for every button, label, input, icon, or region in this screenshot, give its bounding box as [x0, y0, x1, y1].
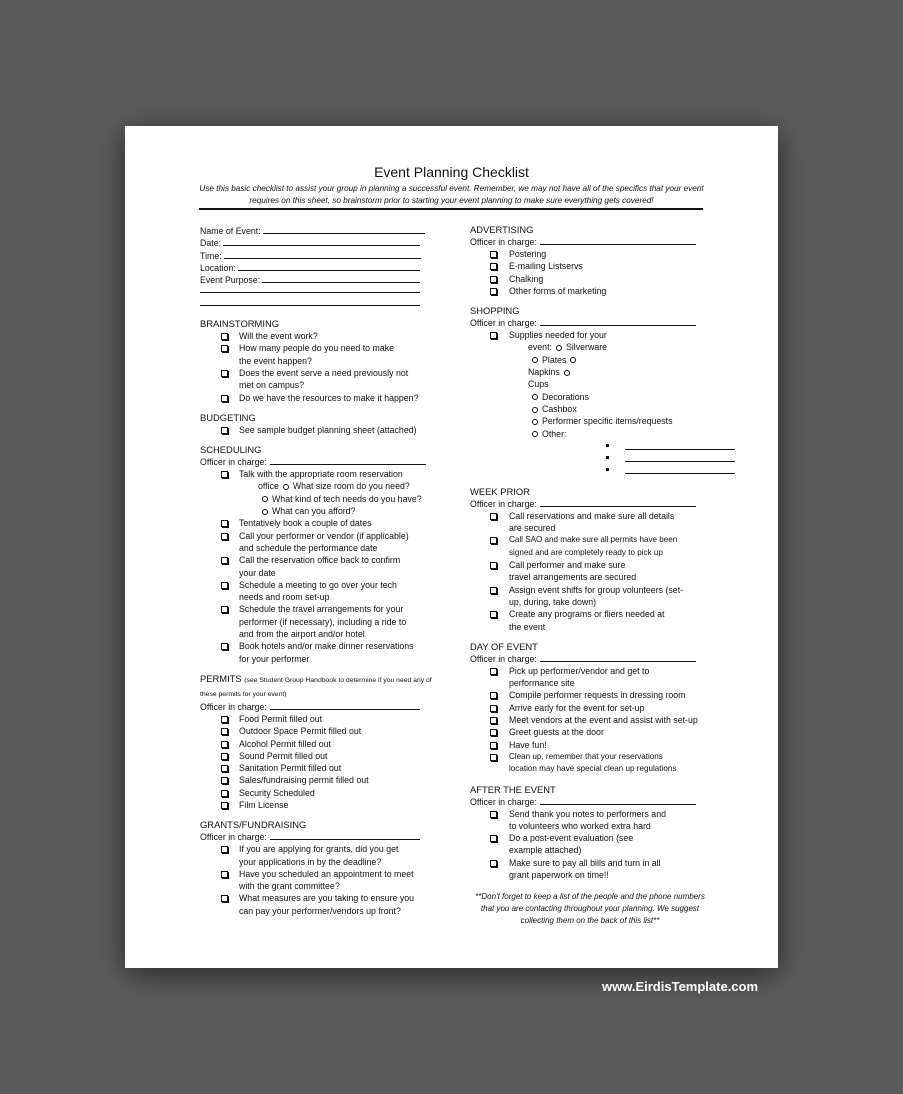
checkbox[interactable]	[490, 860, 497, 867]
fill-line	[223, 236, 420, 246]
officer-label: Officer in charge:	[200, 457, 267, 468]
other-fill-line	[509, 464, 710, 476]
checkbox[interactable]	[221, 741, 228, 748]
sub-option	[509, 415, 710, 427]
checklist-item	[200, 517, 440, 529]
checklist-item	[470, 665, 710, 690]
checkbox[interactable]	[490, 705, 497, 712]
sub-option	[239, 505, 440, 517]
fill-line	[238, 261, 420, 271]
day-of-list	[470, 665, 710, 776]
checklist-item	[200, 640, 440, 665]
checkbox[interactable]	[221, 471, 228, 478]
checklist-item	[200, 392, 440, 404]
checkbox[interactable]	[490, 611, 497, 618]
checklist-item	[200, 530, 440, 555]
field-label: Time:	[200, 250, 222, 261]
circle-bullet-icon	[532, 431, 538, 437]
grants-heading: GRANTS/FUNDRAISING	[200, 819, 307, 831]
item-text: Outdoor Space Permit filled out	[239, 726, 362, 737]
checklist-item	[470, 260, 710, 272]
checkbox[interactable]	[490, 562, 497, 569]
circle-bullet-icon	[556, 345, 562, 351]
shopping-heading: SHOPPING	[470, 305, 520, 317]
officer-label: Officer in charge:	[470, 318, 537, 329]
officer-in-charge	[470, 498, 710, 510]
item-text: Cups	[528, 379, 549, 390]
checkbox[interactable]	[490, 692, 497, 699]
checkbox[interactable]	[221, 533, 228, 540]
square-bullet-icon	[606, 468, 609, 471]
item-text: Cashbox	[542, 403, 577, 414]
checklist-item	[200, 750, 440, 762]
circle-bullet-icon	[564, 370, 570, 376]
checkbox[interactable]	[221, 753, 228, 760]
checklist-item	[200, 424, 440, 436]
checklist-item	[470, 726, 710, 738]
officer-label: Officer in charge:	[470, 498, 537, 509]
item-text: E-mailing Listservs	[509, 261, 583, 272]
checkbox[interactable]	[490, 251, 497, 258]
sub-option	[509, 428, 710, 440]
item-text: Call SAO and make sure all permits have been	[509, 535, 678, 545]
event-purpose-field	[200, 273, 440, 285]
item-text: Plates	[542, 354, 567, 365]
checkbox[interactable]	[221, 716, 228, 723]
officer-label: Officer in charge:	[470, 796, 537, 807]
item-text: What size room do you need?	[292, 481, 410, 492]
item-text: See sample budget planning sheet (attached)	[239, 424, 417, 435]
square-bullet-icon	[606, 444, 609, 447]
fill-line	[270, 831, 420, 840]
item-text: Arrive early for the event for set-up	[509, 702, 645, 713]
item-text: Call your performer or vendor (if applicable)	[239, 530, 409, 541]
scheduling-list	[200, 517, 440, 665]
checkbox[interactable]	[490, 263, 497, 270]
officer-in-charge	[470, 653, 710, 665]
circle-bullet-icon	[532, 357, 538, 363]
fill-line	[540, 653, 696, 662]
checkbox[interactable]	[221, 582, 228, 589]
item-text: If you are applying for grants, did you get	[239, 844, 399, 855]
item-text: Film License	[239, 799, 289, 810]
item-text: Decorations	[542, 391, 589, 402]
brainstorming-heading: BRAINSTORMING	[200, 318, 280, 330]
permits-note: (see Student Group Handbook to determine if you need any of these permits for your event)	[200, 676, 432, 698]
checkbox[interactable]	[490, 729, 497, 736]
intro-text: Use this basic checklist to assist your group in planning a successful event. Remember, we may not have all of the specifics that your event requires on this sheet, so brainstorm prior to starting your event planning to make sure everything gets covered!	[199, 184, 704, 205]
checkbox[interactable]	[221, 765, 228, 772]
circle-bullet-icon	[570, 357, 576, 363]
checklist-item	[470, 608, 710, 633]
item-text: your date	[239, 567, 276, 578]
brainstorming-list	[200, 330, 440, 404]
item-text: Pick up performer/vendor and get to	[509, 665, 650, 676]
item-text: Supplies needed for your	[509, 330, 607, 341]
checkbox[interactable]	[221, 871, 228, 878]
item-text: Do we have the resources to make it happen?	[239, 392, 419, 403]
checkbox[interactable]	[490, 537, 497, 544]
item-text: Meet vendors at the event and assist with set-up	[509, 715, 698, 726]
item-text: Napkins	[528, 367, 560, 378]
item-text: Have fun!	[509, 739, 547, 750]
item-text: grant paperwork on time!!	[509, 869, 609, 880]
item-text: Sales/fundraising permit filled out	[239, 775, 369, 786]
fill-line	[270, 701, 420, 710]
fill-line	[224, 249, 421, 259]
officer-in-charge	[470, 796, 710, 808]
checkbox[interactable]	[221, 728, 228, 735]
item-text: Silverware	[565, 342, 608, 353]
item-text: Book hotels and/or make dinner reservations	[239, 641, 414, 652]
sub-option	[239, 480, 440, 492]
item-text: office	[258, 481, 279, 492]
checklist-item	[200, 554, 440, 579]
checklist-item	[470, 751, 710, 776]
item-text: up, during, take down)	[509, 596, 597, 607]
footer-note: **Don't forget to keep a list of the people and the phone numbers that you are contacting throughout your planning. We suggest collecting them on the back of this list**	[475, 892, 705, 926]
checklist-item	[200, 330, 440, 342]
item-text: Performer specific items/requests	[542, 416, 673, 427]
checklist-item	[470, 329, 710, 476]
item-text: Tentatively book a couple of dates	[239, 518, 372, 529]
checklist-item	[200, 738, 440, 750]
field-label: Date:	[200, 238, 222, 249]
checklist-item	[200, 367, 440, 392]
item-text: signed and are completely ready to pick up	[509, 547, 663, 557]
item-text: and from the airport and/or hotel	[239, 629, 365, 640]
checklist-item	[200, 774, 440, 786]
item-text: What kind of tech needs do you have?	[272, 493, 422, 504]
item-text: Clean up, remember that your reservations	[509, 751, 663, 761]
officer-label: Officer in charge:	[470, 653, 537, 664]
item-text: Call the reservation office back to confirm	[239, 555, 401, 566]
item-text: your applications in by the deadline?	[239, 856, 382, 867]
heading-text: PERMITS	[200, 672, 242, 684]
time-field	[200, 249, 440, 261]
checkbox[interactable]	[490, 332, 497, 339]
item-text: and schedule the performance date	[239, 542, 378, 553]
item-text: Do a post-event evaluation (see	[509, 833, 634, 844]
item-text: Call performer and make sure	[509, 560, 626, 571]
sub-option	[509, 366, 710, 378]
item-text: Security Scheduled	[239, 787, 315, 798]
checklist-item	[200, 868, 440, 893]
item-text: met on campus?	[239, 380, 305, 391]
item-text: travel arrangements are secured	[509, 572, 637, 583]
item-text: the event happen?	[239, 355, 312, 366]
checkbox[interactable]	[221, 333, 228, 340]
item-text: Chalking	[509, 273, 544, 284]
item-text: Send thank you notes to performers and	[509, 808, 666, 819]
sub-option	[509, 341, 710, 353]
checklist-item	[470, 559, 710, 584]
item-text: for your performer	[239, 653, 310, 664]
fill-line	[262, 273, 420, 283]
other-fill-line	[509, 452, 710, 464]
checkbox[interactable]	[490, 668, 497, 675]
checkbox[interactable]	[490, 742, 497, 749]
checkbox[interactable]	[490, 811, 497, 818]
checklist-item	[200, 843, 440, 868]
item-text: location may have special clean up regulations	[509, 764, 677, 774]
item-text: Schedule a meeting to go over your tech	[239, 579, 397, 590]
item-text: Alcohol Permit filled out	[239, 738, 331, 749]
item-text: Call reservations and make sure all details	[509, 510, 675, 521]
right-column	[470, 224, 710, 927]
checklist-item	[200, 342, 440, 367]
watermark: www.EirdisTemplate.com	[602, 979, 759, 994]
checkbox[interactable]	[221, 895, 228, 902]
after-list	[470, 808, 710, 882]
day-of-heading: DAY OF EVENT	[470, 640, 538, 652]
checklist-item	[470, 689, 710, 701]
circle-bullet-icon	[262, 509, 268, 515]
circle-bullet-icon	[532, 394, 538, 400]
checkbox[interactable]	[221, 777, 228, 784]
fill-line	[540, 498, 696, 507]
checklist-item	[200, 787, 440, 799]
square-bullet-icon	[606, 456, 609, 459]
permits-list	[200, 713, 440, 811]
checkbox[interactable]	[221, 345, 228, 352]
sub-option	[509, 403, 710, 415]
item-text: example attached)	[509, 845, 582, 856]
checkbox[interactable]	[221, 802, 228, 809]
checkbox[interactable]	[221, 520, 228, 527]
item-text: Does the event serve a need previously not	[239, 367, 409, 378]
field-label: Location:	[200, 262, 236, 273]
name-of-event-field	[200, 224, 440, 236]
checklist-item	[470, 832, 710, 857]
checklist-item	[200, 762, 440, 774]
item-text: Other:	[542, 428, 567, 439]
item-text: How many people do you need to make	[239, 343, 395, 354]
item-text: Sound Permit filled out	[239, 750, 328, 761]
date-field	[200, 236, 440, 248]
checkbox[interactable]	[490, 754, 497, 761]
location-field	[200, 261, 440, 273]
sub-option	[509, 354, 710, 366]
checklist-item	[470, 702, 710, 714]
item-text: are secured	[509, 523, 556, 534]
checkbox[interactable]	[221, 790, 228, 797]
sub-option	[509, 378, 710, 390]
checklist-item	[470, 739, 710, 751]
item-text: What measures are you taking to ensure you	[239, 893, 415, 904]
officer-label: Officer in charge:	[470, 237, 537, 247]
checklist-item	[200, 892, 440, 917]
advertising-list	[470, 248, 710, 297]
checkbox[interactable]	[490, 276, 497, 283]
officer-in-charge	[200, 831, 440, 843]
checkbox[interactable]	[490, 717, 497, 724]
item-text: Create any programs or fliers needed at	[509, 609, 665, 620]
fill-line	[270, 456, 426, 465]
checkbox[interactable]	[221, 395, 228, 402]
fill-line	[200, 298, 440, 310]
advertising-heading: ADVERTISING	[470, 224, 534, 235]
item-text: to volunteers who worked extra hard	[509, 820, 651, 831]
week-prior-list	[470, 510, 710, 633]
checkbox[interactable]	[490, 835, 497, 842]
circle-bullet-icon	[262, 496, 268, 502]
officer-in-charge	[200, 701, 440, 713]
checklist-item	[470, 584, 710, 609]
sub-option	[239, 493, 440, 505]
officer-in-charge	[470, 317, 710, 329]
item-text: Talk with the appropriate room reservation	[239, 469, 403, 480]
checklist-item	[200, 468, 440, 517]
left-column	[200, 224, 440, 917]
week-prior-heading: WEEK PRIOR	[470, 485, 530, 497]
officer-label: Officer in charge:	[200, 701, 267, 712]
item-text: performance site	[509, 678, 575, 689]
item-text: Compile performer requests in dressing room	[509, 690, 686, 701]
officer-in-charge	[200, 456, 440, 468]
circle-bullet-icon	[532, 407, 538, 413]
checkbox[interactable]	[490, 513, 497, 520]
checklist-item	[200, 725, 440, 737]
officer-in-charge	[470, 236, 710, 248]
item-text: Food Permit filled out	[239, 713, 323, 724]
permits-heading	[200, 673, 440, 701]
checkbox[interactable]	[490, 288, 497, 295]
item-text: Make sure to pay all bills and turn in all	[509, 857, 661, 868]
grants-list	[200, 843, 440, 917]
checklist-item	[470, 714, 710, 726]
shopping-options	[509, 391, 710, 440]
checkbox[interactable]	[221, 643, 228, 650]
checkbox[interactable]	[221, 370, 228, 377]
item-text: Other forms of marketing	[509, 285, 607, 296]
checklist-item	[470, 273, 710, 285]
checklist-item	[200, 799, 440, 811]
officer-label: Officer in charge:	[200, 832, 267, 843]
item-text: Greet guests at the door	[509, 727, 604, 738]
item-text: What can you afford?	[272, 506, 356, 517]
item-text: can pay your performer/vendors up front?	[239, 905, 401, 916]
item-text: Sanitation Permit filled out	[239, 763, 342, 774]
fill-line	[200, 285, 440, 297]
circle-bullet-icon	[532, 419, 538, 425]
checkbox[interactable]	[490, 587, 497, 594]
checkbox[interactable]	[221, 557, 228, 564]
checklist-item	[200, 713, 440, 725]
checkbox[interactable]	[221, 606, 228, 613]
checklist-item	[200, 579, 440, 604]
header-rule	[199, 208, 703, 210]
checklist-page	[125, 126, 778, 968]
fill-line	[540, 236, 696, 245]
field-label: Event Purpose:	[200, 275, 261, 286]
sub-option	[509, 391, 710, 403]
budgeting-list	[200, 424, 440, 436]
budgeting-heading: BUDGETING	[200, 411, 256, 423]
after-heading: AFTER THE EVENT	[470, 783, 556, 795]
item-text: with the grant committee?	[239, 881, 340, 892]
item-text: Will the event work?	[239, 331, 318, 342]
scheduling-heading: SCHEDULING	[200, 444, 262, 456]
fill-line	[263, 224, 425, 234]
checkbox[interactable]	[221, 846, 228, 853]
item-text: Schedule the travel arrangements for your	[239, 604, 404, 615]
item-text: the event	[509, 621, 546, 632]
item-text: Postering	[509, 249, 547, 259]
checklist-item	[470, 808, 710, 833]
other-fill-line	[509, 440, 710, 452]
field-label: Name of Event:	[200, 226, 261, 236]
checklist-item	[470, 285, 710, 297]
checklist-item	[470, 248, 710, 260]
circle-bullet-icon	[283, 484, 289, 490]
item-text: performer (if necessary), including a ride to	[239, 616, 407, 627]
checkbox[interactable]	[221, 427, 228, 434]
item-text: needs and room set-up	[239, 592, 330, 603]
fill-line	[540, 317, 696, 326]
checklist-item	[470, 534, 710, 559]
page-title: Event Planning Checklist	[374, 164, 529, 180]
fill-line	[540, 796, 696, 805]
item-text: event:	[528, 342, 552, 353]
checklist-item	[470, 857, 710, 882]
checklist-item	[200, 603, 440, 640]
checklist-item	[470, 510, 710, 535]
item-text: Assign event shifts for group volunteers (set-	[509, 584, 684, 595]
item-text: Have you scheduled an appointment to meet	[239, 868, 414, 879]
